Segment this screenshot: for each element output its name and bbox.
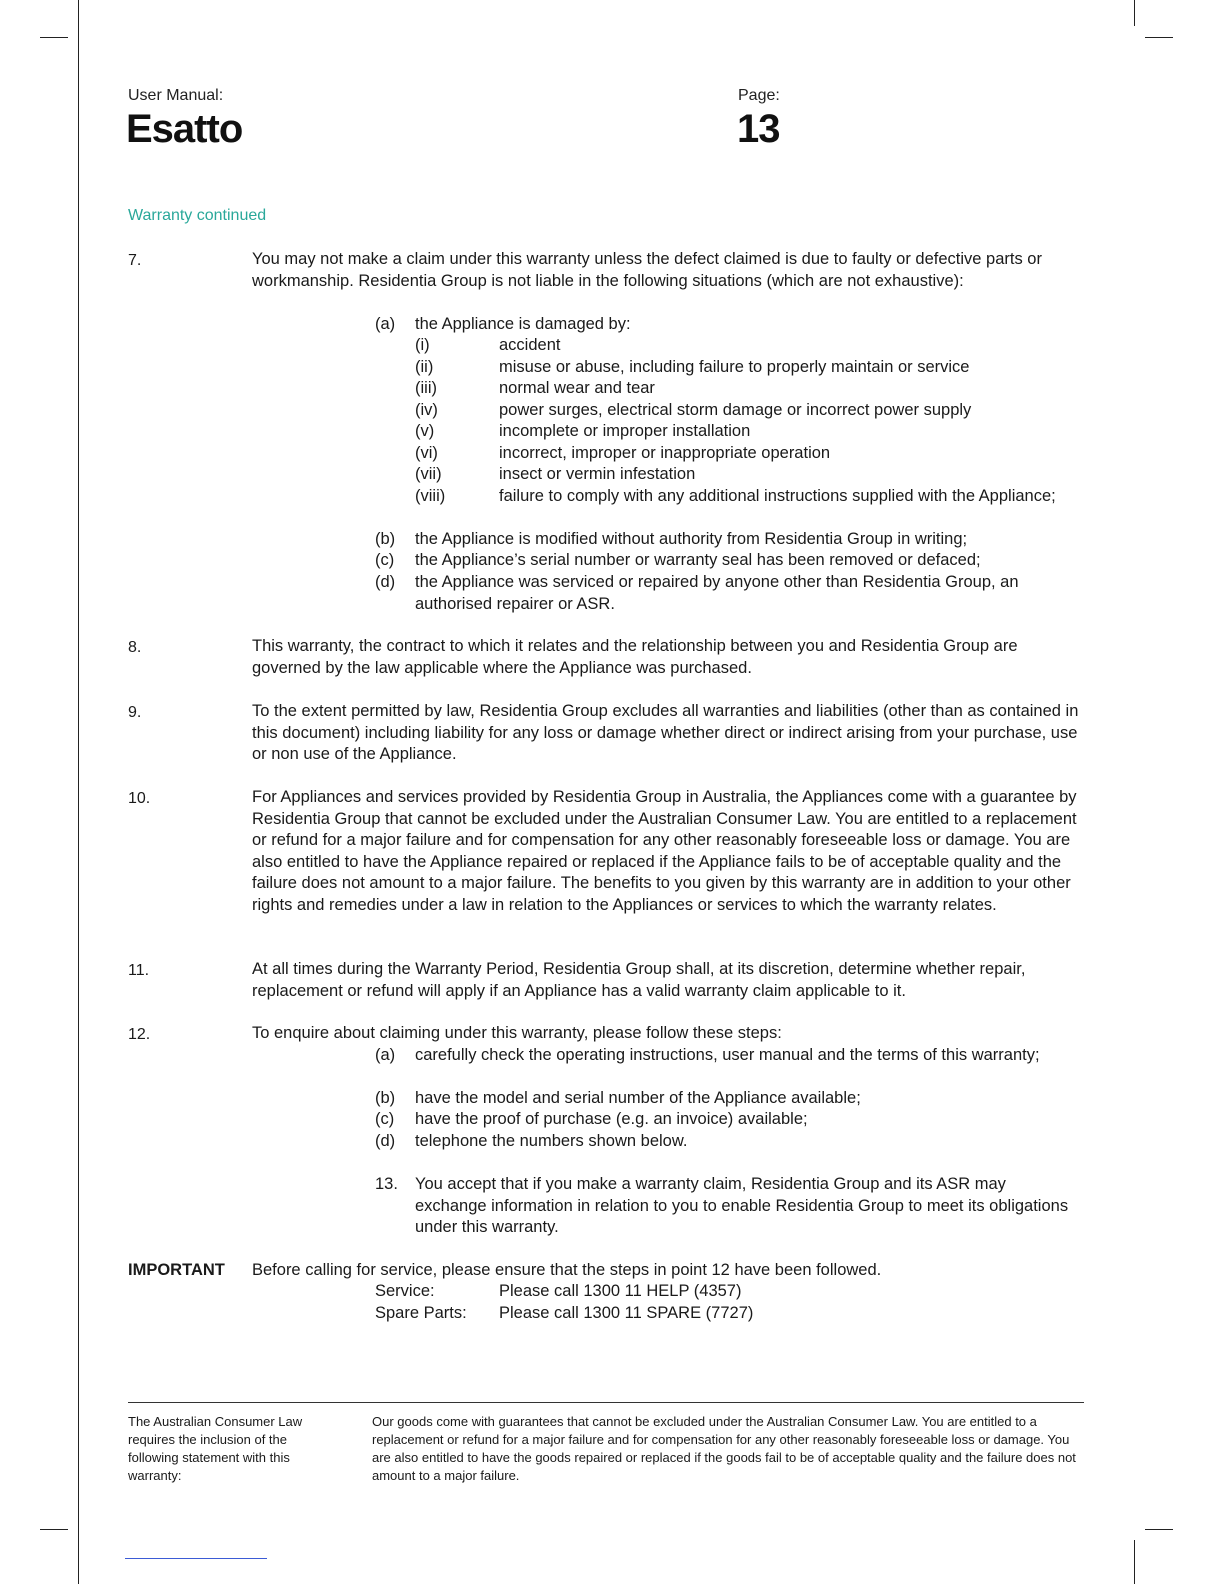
footer-divider xyxy=(128,1402,1084,1403)
spare-parts-value: Please call 1300 11 SPARE (7727) xyxy=(499,1304,754,1322)
spare-parts-label: Spare Parts: xyxy=(375,1304,467,1322)
clause-7-text: You may not make a claim under this warranty unless the defect claimed is due to faulty or defective parts or workmanship. Residentia Group is not liable in the following situations (which are not exhaustive): xyxy=(252,250,1042,290)
clause-13-text: You accept that if you make a warranty claim, Residentia Group and its ASR may exchange information in relation to you to enable Residentia Group to meet its obligations under this warranty. xyxy=(415,1175,1069,1236)
clause-12b-label: (b) xyxy=(375,1089,396,1107)
clause-7d-label: (d) xyxy=(375,573,396,591)
roman-text: accident xyxy=(499,336,561,354)
page-number: 13 xyxy=(737,107,780,151)
roman-label: (i) xyxy=(415,336,430,354)
clause-7a-text: the Appliance is damaged by: xyxy=(415,315,631,333)
footer-acl-statement: Our goods come with guarantees that cannot be excluded under the Australian Consumer Law. You are entitled to a replacement or refund for a major failure and for compensation for any other reasonably foreseeable loss or damage. You are also entitled to have the goods repaired or replaced if the goods fail to be of acceptable quality and the failure does not amount to a major failure. xyxy=(372,1414,1076,1483)
clause-10-text: For Appliances and services provided by Residentia Group in Australia, the Appliances come with a guarantee by Residentia Group that cannot be excluded under the Australian Consumer Law. You are entitled to a replacement or refund for a major failure and for compensation for any other reasonably foreseeable loss or damage. You are also entitled to have the Appliance repaired or replaced if the Appliance fails to be of acceptable quality and the failure does not amount to a major failure. The benefits to you given by this warranty are in addition to your other rights and remedies under a law in relation to the Appliances or services to which the warranty relates. xyxy=(252,788,1077,914)
clause-7-number: 7. xyxy=(128,252,142,269)
clause-12d-text: telephone the numbers shown below. xyxy=(415,1132,688,1150)
roman-text: insect or vermin infestation xyxy=(499,465,696,483)
section-title: Warranty continued xyxy=(128,207,267,224)
crop-mark-top-right xyxy=(1145,37,1173,38)
clause-11-number: 11. xyxy=(128,962,150,979)
service-label: Service: xyxy=(375,1282,435,1300)
clause-8-text: This warranty, the contract to which it relates and the relationship between you and Residentia Group are governed by the law applicable where the Appliance was purchased. xyxy=(252,637,1018,677)
clause-12c-text: have the proof of purchase (e.g. an invoice) available; xyxy=(415,1110,808,1128)
roman-text: normal wear and tear xyxy=(499,379,655,397)
roman-label: (iv) xyxy=(415,401,438,419)
clause-12c-label: (c) xyxy=(375,1110,395,1128)
service-value: Please call 1300 11 HELP (4357) xyxy=(499,1282,742,1300)
clause-12a-label: (a) xyxy=(375,1046,396,1064)
important-text: Before calling for service, please ensure that the steps in point 12 have been followed. xyxy=(252,1261,882,1279)
roman-text: power surges, electrical storm damage or incorrect power supply xyxy=(499,401,972,419)
clause-9-number: 9. xyxy=(128,704,142,721)
clause-7b-text: the Appliance is modified without authority from Residentia Group in writing; xyxy=(415,530,968,548)
clause-12-number: 12. xyxy=(128,1026,151,1043)
roman-text: incomplete or improper installation xyxy=(499,422,751,440)
roman-label: (v) xyxy=(415,422,435,440)
footer-link-underline xyxy=(125,1558,267,1559)
crop-mark-bottom-left xyxy=(40,1529,68,1530)
crop-mark-top-right-vertical xyxy=(1134,0,1135,26)
roman-text: misuse or abuse, including failure to properly maintain or service xyxy=(499,358,970,376)
clause-8-number: 8. xyxy=(128,639,142,656)
clause-13-number: 13. xyxy=(375,1175,398,1193)
clause-7b-label: (b) xyxy=(375,530,396,548)
roman-label: (vii) xyxy=(415,465,442,483)
clause-7a-label: (a) xyxy=(375,315,396,333)
roman-text: failure to comply with any additional instructions supplied with the Appliance; xyxy=(499,487,1056,505)
clause-7c-text: the Appliance’s serial number or warranty seal has been removed or defaced; xyxy=(415,551,981,569)
clause-7c-label: (c) xyxy=(375,551,395,569)
crop-mark-bottom-right xyxy=(1145,1529,1173,1530)
crop-mark-top-left xyxy=(40,37,68,38)
clause-12a-text: carefully check the operating instructions, user manual and the terms of this warranty; xyxy=(415,1046,1040,1064)
roman-label: (iii) xyxy=(415,379,437,397)
roman-label: (vi) xyxy=(415,444,438,462)
clause-12b-text: have the model and serial number of the Appliance available; xyxy=(415,1089,861,1107)
important-label: IMPORTANT xyxy=(128,1261,225,1279)
crop-mark-vertical-left xyxy=(78,0,79,1584)
page-label: Page: xyxy=(738,87,780,104)
clause-11-text: At all times during the Warranty Period, Residentia Group shall, at its discretion, determine whether repair, replacement or refund will apply if an Appliance has a valid warranty claim applicable to it. xyxy=(252,960,1026,1000)
clause-12-text: To enquire about claiming under this warranty, please follow these steps: xyxy=(252,1024,782,1042)
clause-9-text: To the extent permitted by law, Residentia Group excludes all warranties and liabilities (other than as contained in this document) including liability for any loss or damage whether direct or indirect arising from your purchase, use or non use of the Appliance. xyxy=(252,702,1079,763)
clause-10-number: 10. xyxy=(128,790,151,807)
footer-acl-note: The Australian Consumer Law requires the inclusion of the following statement with this warranty: xyxy=(128,1414,303,1483)
roman-text: incorrect, improper or inappropriate operation xyxy=(499,444,831,462)
clause-12d-label: (d) xyxy=(375,1132,396,1150)
clause-7d-text: the Appliance was serviced or repaired by anyone other than Residentia Group, an authorised repairer or ASR. xyxy=(415,573,1019,613)
crop-mark-bottom-right-vertical xyxy=(1134,1540,1135,1584)
manual-name: Esatto xyxy=(126,107,243,151)
manual-label: User Manual: xyxy=(128,87,224,104)
roman-label: (ii) xyxy=(415,358,434,376)
roman-label: (viii) xyxy=(415,487,446,505)
